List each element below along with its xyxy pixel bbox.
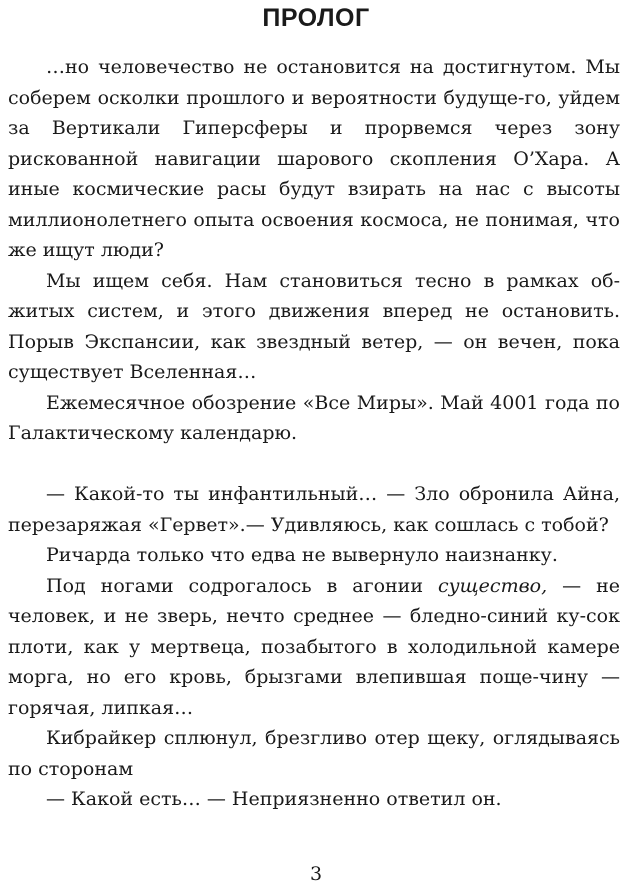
paragraph-1: …но человечество не остановится на достигнутом. Мы соберем осколки прошлого и вероятности будуще-го, уйдем за Вертикали Гиперсферы и прорвемся через зону рискованной навигации шарового скопления О’Хара. А иные космические расы будут взирать на нас с высоты миллионолетнего опыта освоения космоса, не понимая, что же ищут люди? bbox=[8, 56, 620, 261]
paragraph-3: Ежемесячное обозрение «Все Миры». Май 4001 года по Галактическому календарю. bbox=[8, 391, 620, 444]
paragraph-6-start: Под ногами содрогалось в агонии bbox=[46, 574, 438, 597]
paragraph-2: Мы ищем себя. Нам становиться тесно в рамках об-житых систем, и этого движения вперед не остановить. Порыв Экспансии, как звездный ветер, — он вечен, пока существует Вселенная… bbox=[8, 269, 620, 383]
body-text bbox=[8, 52, 620, 815]
paragraph-6-end: — не человек, и не зверь, нечто среднее — бледно-синий ку-сок плоти, как у мертвеца, позабытого в холодильной камере морга, но его кровь, брызгами влепившая поще-чину — горячая, липкая… bbox=[8, 574, 620, 719]
paragraph-6 bbox=[8, 571, 620, 724]
paragraph-6-emphasis: существо, bbox=[438, 574, 548, 597]
page-number: 3 bbox=[309, 863, 323, 885]
paragraph-7: Кибрайкер сплюнул, брезгливо отер щеку, оглядываясь по сторонам bbox=[8, 727, 620, 780]
paragraph-4: — Какой-то ты инфантильный… — Зло обронила Айна, перезаряжая «Гервет».— Удивляюсь, как сошлась с тобой? bbox=[8, 483, 620, 536]
chapter-title: ПРОЛОГ bbox=[262, 4, 370, 32]
paragraph-8: — Какой есть… — Неприязненно ответил он. bbox=[46, 788, 502, 810]
paragraph-5: Ричарда только что едва не вывернуло наизнанку. bbox=[46, 544, 558, 566]
